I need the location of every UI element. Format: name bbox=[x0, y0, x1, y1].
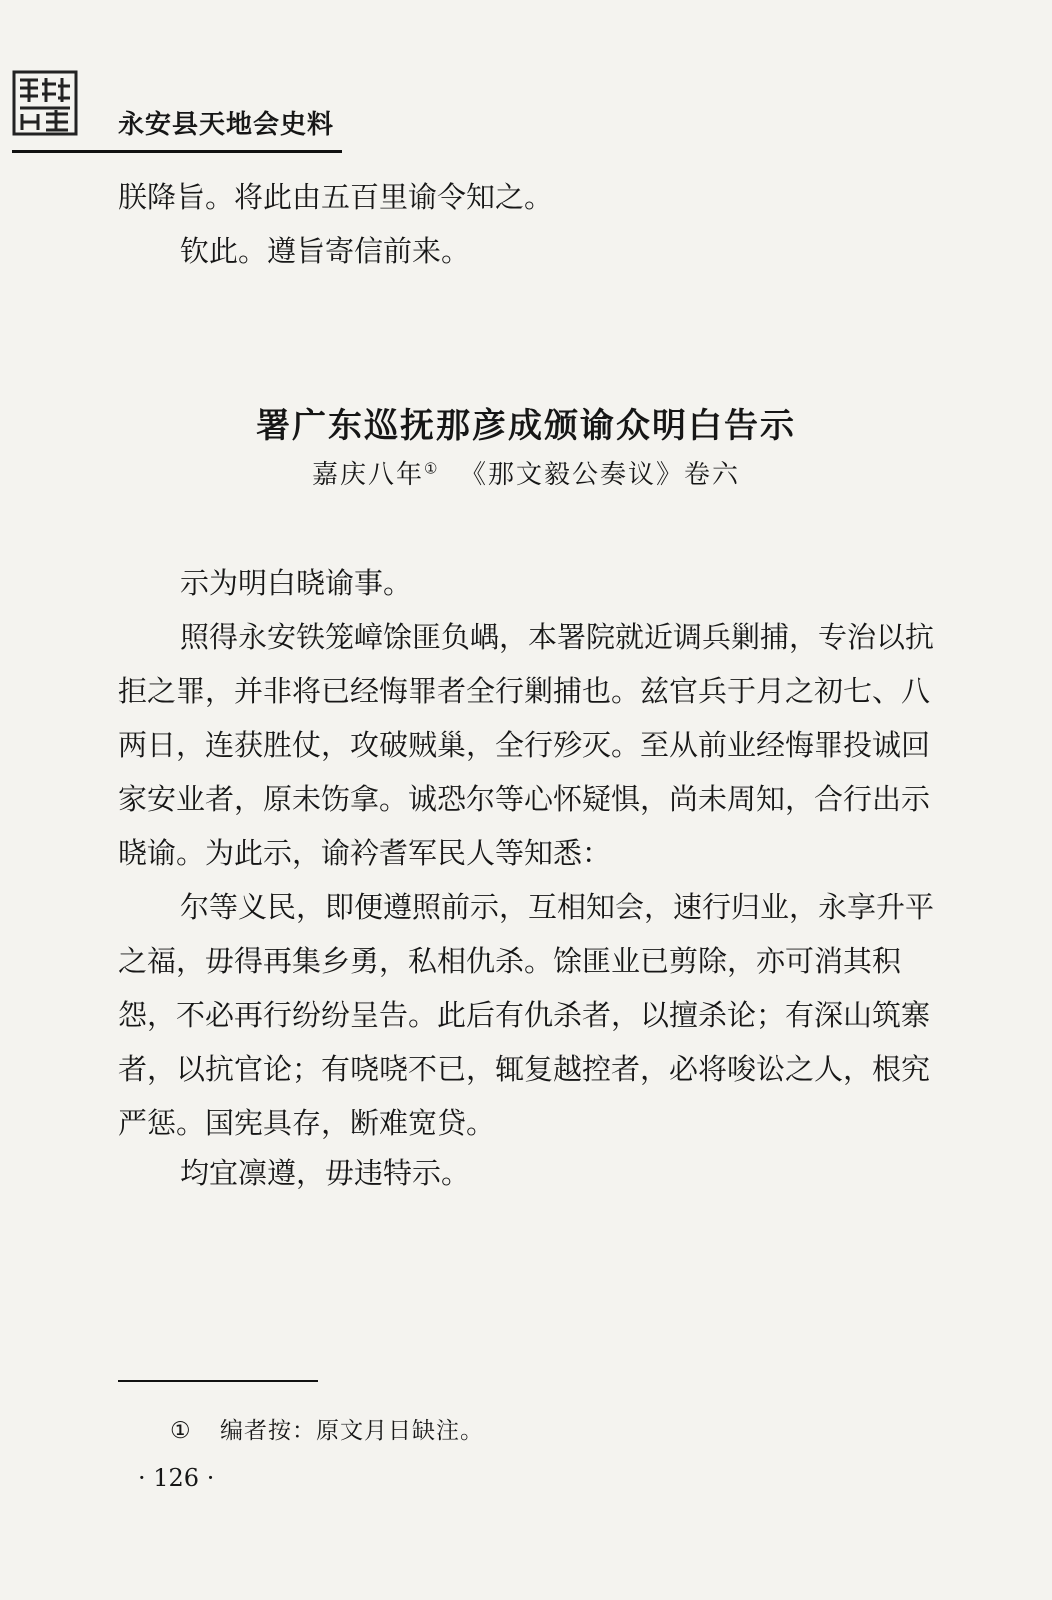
paragraph-4-text: 均宜凛遵，毋违特示。 bbox=[180, 1156, 471, 1190]
paragraph-1-text: 示为明白晓谕事。 bbox=[180, 566, 413, 600]
article-subtitle bbox=[0, 454, 1052, 491]
subtitle-source: 《那文毅公奏议》卷六 bbox=[459, 460, 740, 490]
paragraph-4 bbox=[118, 1146, 938, 1200]
paragraph-2 bbox=[118, 610, 938, 880]
prev-text-line-2: 钦此。遵旨寄信前来。 bbox=[180, 234, 471, 268]
article-title: 署广东巡抚那彦成颁谕众明白告示 bbox=[256, 406, 796, 446]
footnote-rule bbox=[118, 1380, 318, 1382]
prev-text-line-1: 朕降旨。将此由五百里谕令知之。 bbox=[118, 180, 554, 214]
seal-stamp-icon bbox=[12, 70, 78, 136]
footnote-text: 编者按：原文月日缺注。 bbox=[220, 1418, 484, 1444]
footnote-ref-mark: ① bbox=[424, 459, 440, 478]
header-rule bbox=[12, 150, 342, 153]
subtitle-date: 嘉庆八年 bbox=[311, 460, 424, 490]
paragraph-3-text: 尔等义民，即便遵照前示，互相知会，速行归业，永享升平之福，毋得再集乡勇，私相仇杀。馀匪业已剪除，亦可消其积怨，不必再行纷纷呈告。此后有仇杀者，以擅杀论；有深山筑寨者，以抗官论；有哓哓不已，辄复越控者，必将唆讼之人，根究严惩。国宪具存，断难宽贷。 bbox=[118, 890, 935, 1140]
paragraph-3 bbox=[118, 880, 938, 1150]
page-number: · 126 · bbox=[138, 1464, 215, 1492]
footnote bbox=[170, 1412, 484, 1445]
paragraph-1 bbox=[118, 556, 938, 610]
paragraph-2-text: 照得永安铁笼嶂馀匪负嵎，本署院就近调兵剿捕，专治以抗拒之罪，并非将已经悔罪者全行剿捕也。兹官兵于月之初七、八两日，连获胜仗，攻破贼巢，全行殄灭。至从前业经悔罪投诚回家安业者，原未饬拿。诚恐尔等心怀疑惧，尚未周知，合行出示晓谕。为此示，谕衿耆军民人等知悉： bbox=[118, 620, 935, 870]
footnote-mark: ① bbox=[170, 1418, 192, 1444]
running-header-title: 永安县天地会史料 bbox=[118, 110, 335, 140]
